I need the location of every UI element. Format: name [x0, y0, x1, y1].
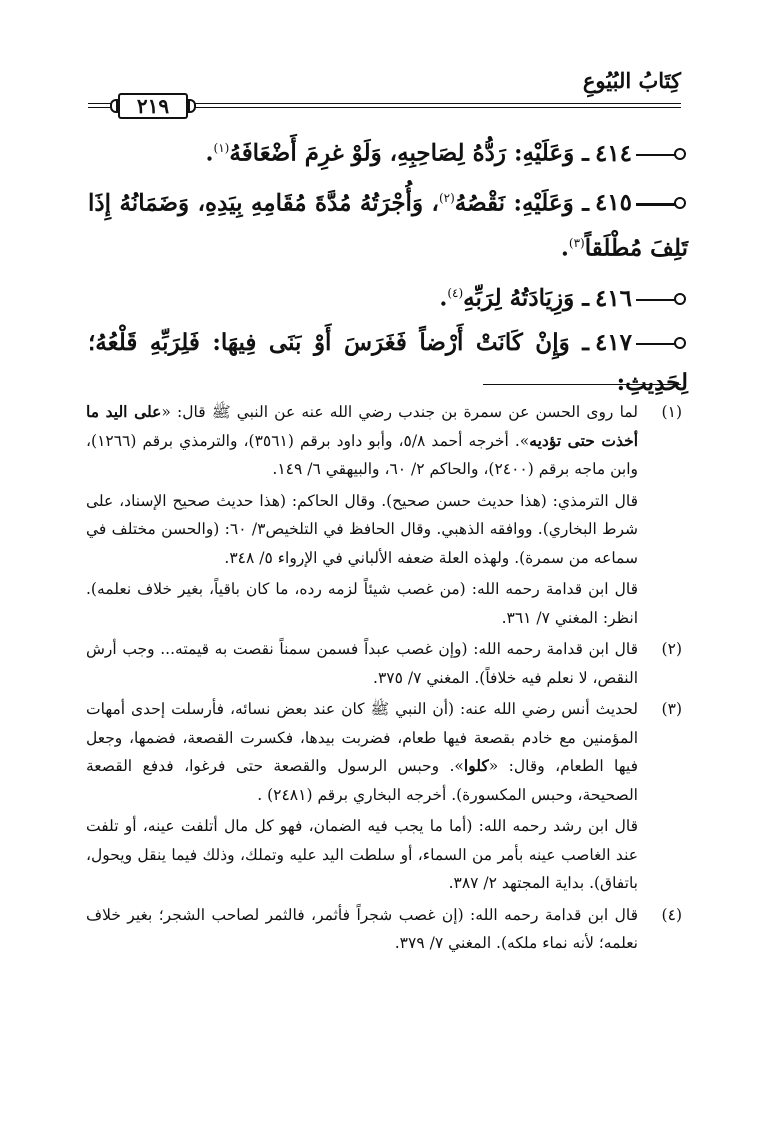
footnote-ref[interactable]: (٣)	[568, 236, 585, 251]
matn-text: ـ وَعَلَيْهِ: نَقْصُهُ	[454, 189, 589, 217]
footnote-paragraph	[86, 398, 638, 484]
book-title: كِتَابُ البُيُوعِ	[582, 68, 681, 93]
matn-marker-icon	[636, 197, 688, 211]
footnote-number: (٢)	[661, 640, 682, 658]
matn-text: ـ وَإِنْ كَانَتْ أَرْضاً فَغَرَسَ أَوْ بَنَى فِيهَا: فَلِرَبِّهِ قَلْعُهُ؛ لِحَدِيثِ:	[88, 328, 688, 396]
matn-section	[88, 128, 688, 407]
matn-text: ، وَأُجْرَتُهُ مُدَّةَ مُقَامِهِ بِيَدِهِ، وَضَمَانُهُ إِذَا تَلِفَ مُطْلَقاً	[88, 189, 688, 262]
matn-number: ٤١٦	[594, 284, 632, 312]
matn-item-414	[88, 128, 688, 174]
footnotes-section	[86, 398, 682, 961]
footnote-2	[86, 635, 682, 692]
hadith-text: كلوا	[463, 756, 489, 775]
matn-item-416	[88, 273, 688, 319]
footnote-1	[86, 398, 682, 632]
matn-tail: .	[560, 234, 569, 262]
footnote-text: لما روى الحسن عن سمرة بن جندب رضي الله عنه عن النبي ﷺ قال: «	[161, 403, 638, 421]
matn-text: ـ وَزِيَادَتُهُ لِرَبِّهِ	[463, 284, 589, 312]
footnote-number: (٣)	[661, 700, 682, 718]
footnote-paragraph: قال ابن قدامة رحمه الله: (وإن غصب عبداً فسمن سمناً نقصت به قيمته... وجب أرش النقص، لا نعلم فيه خلافاً). المغني ٧/ ٣٧٥.	[86, 640, 638, 687]
footnote-4	[86, 901, 682, 958]
matn-number: ٤١٤	[594, 139, 632, 167]
footnote-paragraph: قال ابن رشد رحمه الله: (أما ما يجب فيه الضمان، فهو كل مال أتلفت عينه، أو تلفت عند الغاصب عينه بأمر من السماء، أو سلطت اليد عليه وتملك، وذلك فيما ينقل ويحول، باتفاق). بداية المجتهد ٢/ ٣٨٧.	[86, 817, 638, 892]
footnote-ref[interactable]: (١)	[213, 141, 230, 155]
footnote-paragraph: قال ابن قدامة رحمه الله: (من غصب شيئاً لزمه رده، ما كان باقياً، بغير خلاف نعلمه). انظر: المغني ٧/ ٣٦١.	[86, 580, 638, 627]
footnote-3	[86, 695, 682, 898]
hadith-text: على اليد ما أخذت حتى تؤديه	[86, 402, 639, 450]
matn-number: ٤١٧	[594, 328, 632, 356]
matn-item-417	[88, 323, 688, 403]
footnote-paragraph: قال الترمذي: (هذا حديث حسن صحيح). وقال الحاكم: (هذا حديث صحيح الإسناد، على شرط البخاري). ووافقه الذهبي. وقال الحافظ في التلخيص٣/ ٦٠: (والحسن مختلف في سماعه من سمرة). ولهذه العلة ضعفه الألباني في الإرواء ٥/ ٣٤٨.	[86, 491, 639, 567]
footnote-number: (١)	[661, 403, 682, 421]
footnote-separator	[483, 384, 681, 385]
footnote-paragraph: قال ابن قدامة رحمه الله: (إن غصب شجراً فأثمر، فالثمر لصاحب الشجر؛ بغير خلاف نعلمه؛ لأنه نماء ملكه). المغني ٧/ ٣٧٩.	[86, 905, 638, 952]
footnote-text: ». وحبس الرسول والقصعة حتى فرغوا، فدفع القصعة الصحيحة، وحبس المكسورة). أخرجه البخاري برقم (٢٤٨١) .	[86, 757, 638, 804]
matn-tail: .	[439, 284, 448, 312]
page-header	[88, 64, 681, 118]
matn-marker-icon	[636, 337, 688, 351]
footnote-ref[interactable]: (٤)	[447, 285, 464, 300]
matn-number: ٤١٥	[594, 189, 632, 217]
footnote-ref[interactable]: (٢)	[438, 190, 455, 205]
matn-marker-icon	[636, 148, 688, 162]
matn-tail: .	[205, 139, 214, 167]
footnote-number: (٤)	[661, 905, 682, 924]
footnote-paragraph	[86, 695, 638, 809]
matn-marker-icon	[636, 293, 688, 307]
matn-item-415	[88, 178, 688, 269]
footnote-text: ». أخرجه أحمد ٥/٨، وأبو داود برقم (٣٥٦١)، والترمذي برقم (١٢٦٦)، وابن ماجه برقم (٢٤٠٠)، والحاكم ٢/ ٦٠، والبيهقي ٦/ ١٤٩.	[86, 431, 638, 478]
footnote-text: لحديث أنس رضي الله عنه: (أن النبي ﷺ كان عند بعض نسائه، فأرسلت إحدى أمهات المؤمنين مع خادم بقصعة فيها طعام، فضربت بيدها، فكسرت القصعة، فضمها، وجعل فيها الطعام، وقال: «	[86, 700, 638, 775]
matn-text: ـ وَعَلَيْهِ: رَدُّهُ لِصَاحِبِهِ، وَلَوْ غرِمَ أَضْعَافَهُ	[229, 139, 589, 167]
page-number: ٢١٩	[118, 93, 188, 119]
